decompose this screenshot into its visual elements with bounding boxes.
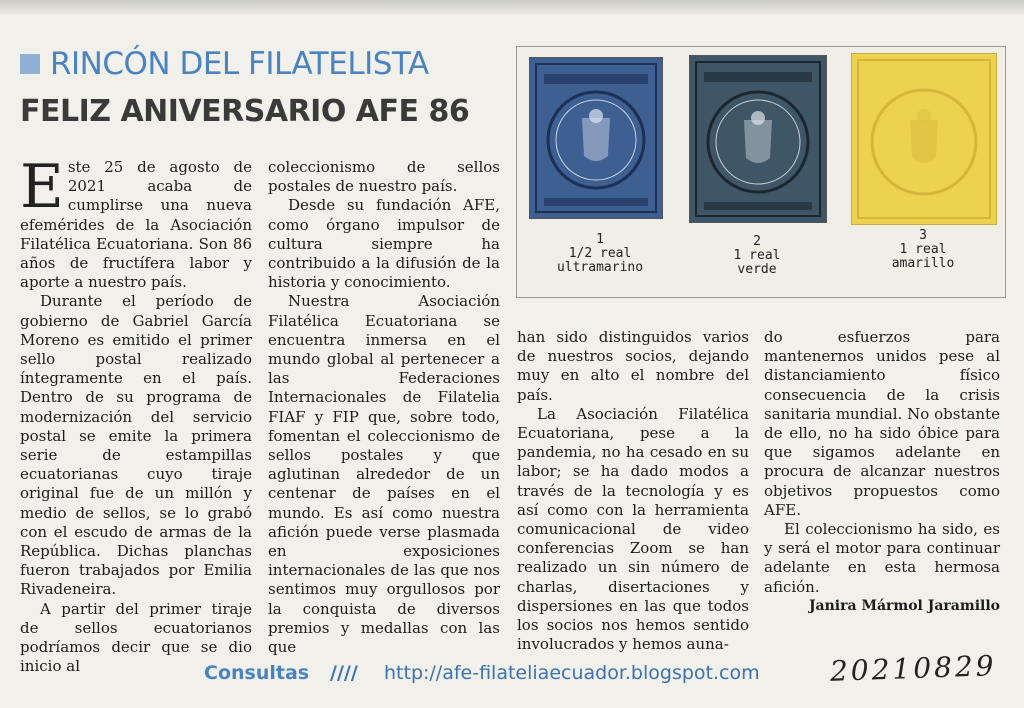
paragraph: han sido distinguidos varios de nuestros socios, dejando muy en alto el nombre del país. bbox=[517, 328, 749, 404]
paragraph: coleccionismo de sellos postales de nuestro país. bbox=[268, 158, 500, 196]
handwritten-date: 20210829 bbox=[829, 649, 998, 688]
article-column-3 bbox=[517, 328, 749, 654]
paragraph: El coleccionismo ha sido, es y será el motor para continuar adelante en esta hermosa afición. bbox=[764, 520, 1000, 596]
consultas-label: Consultas bbox=[204, 662, 310, 684]
page-top-band bbox=[0, 0, 1024, 14]
stamp-caption: 2 1 real verde bbox=[733, 234, 781, 277]
article-column-4 bbox=[764, 328, 1000, 638]
slash-separator: //// bbox=[330, 662, 358, 684]
coat-of-arms-icon bbox=[530, 58, 662, 218]
drop-cap: E bbox=[20, 152, 64, 222]
stamp-caption: 1 1/2 real ultramarino bbox=[556, 232, 644, 275]
article-column-2 bbox=[268, 158, 500, 657]
section-title: RINCÓN DEL FILATELISTA bbox=[50, 46, 429, 82]
article-headline: FELIZ ANIVERSARIO AFE 86 bbox=[20, 94, 470, 129]
author-byline: Janira Mármol Jaramillo bbox=[808, 597, 1000, 614]
paragraph: La Asociación Filatélica Ecuatoriana, pese a la pandemia, no ha cesado en su labor; se ha dado modos a través de la tecnología y es así como con la herramienta comunicacional de video conferencias Zoom se han realizado un sin número de charlas, disertaciones y dispersiones en las que todos los socios nos hemos sentido involucrados y hemos auna- bbox=[517, 404, 749, 654]
coat-of-arms-icon bbox=[690, 56, 826, 222]
paragraph: A partir del primer tiraje de sellos ecuatorianos podríamos decir que se dio inicio al bbox=[20, 599, 252, 676]
paragraph: Este 25 de agosto de 2021 acaba de cumplirse una nueva efemérides de la Asociación Filatélica Ecuatoriana. Son 86 años de fructífera labor y aporte a nuestro país. bbox=[20, 152, 252, 292]
coat-of-arms-icon bbox=[852, 54, 996, 224]
stamps-photo bbox=[516, 46, 1006, 298]
paragraph: Nuestra Asociación Filatélica Ecuatoriana se encuentra inmersa en el mundo global al pertenecer a las Federaciones Internacionales de Filatelia FIAF y FIP que, sobre todo, fomentan el coleccionismo de sellos postales y que aglutinan alrededor de un centenar de países en el mundo. Es así como nuestra afición puede verse plasmada en exposiciones internacionales de las que nos sentimos muy orgullosos por la conquista de diversos premios y medallas con las que bbox=[268, 292, 500, 657]
square-bullet-icon bbox=[20, 54, 40, 74]
article-column-1 bbox=[20, 152, 252, 676]
stamp-image bbox=[529, 57, 663, 219]
stamp-caption: 3 1 real amarillo bbox=[891, 228, 955, 271]
paragraph: Durante el período de gobierno de Gabriel García Moreno es emitido el primer sello postal realizado íntegramente en el país. Dentro de su programa de modernización del servicio postal se emite la primera serie de estampillas ecuatorianas cuyo tiraje original fue de un millón y medio de sellos, se lo grabó con el escudo de armas de la República. Dichas planchas fueron trabajados por Emilia Rivadeneira. bbox=[20, 292, 252, 599]
paragraph: Desde su fundación AFE, como órgano impulsor de cultura siempre ha contribuido a la difusión de la historia y conocimiento. bbox=[268, 196, 500, 292]
section-header bbox=[20, 44, 429, 84]
stamp-image bbox=[851, 53, 997, 225]
stamp-image bbox=[689, 55, 827, 223]
paragraph: do esfuerzos para mantenernos unidos pese al distanciamiento físico consecuencia de la crisis sanitaria mundial. No obstante de ello, no ha sido óbice para que sigamos adelante en procura de alcanzar nuestros objetivos propuestos como AFE. bbox=[764, 328, 1000, 519]
blog-link[interactable]: http://afe-filateliaecuador.blogspot.com bbox=[384, 662, 760, 684]
